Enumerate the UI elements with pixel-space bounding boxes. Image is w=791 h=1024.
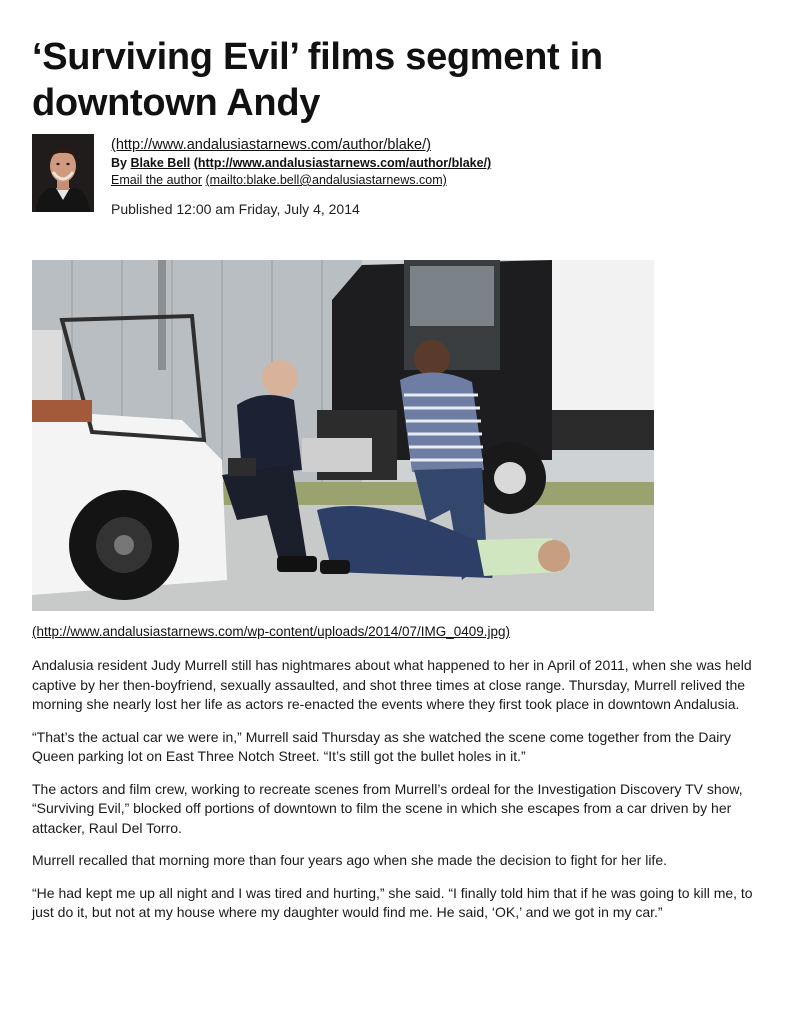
article-title: ‘Surviving Evil’ films segment in downtown Andy	[32, 36, 603, 124]
article-paragraph: Andalusia resident Judy Murrell still has nightmares about what happened to her in April of 2011, when she was held captive by her then-boyfriend, sexually assaulted, and shot three times at close range. Thursday, Murrell relived the morning she nearly lost her life as actors re-enacted the events where they first took place in downtown Andalusia.	[32, 657, 752, 712]
byline	[111, 155, 491, 172]
article-paragraph: “He had kept me up all night and I was tired and hurting,” she said. “I finally told him that if he was going to kill me, to just do it, but not at my house where my daughter would find me. He said, ‘OK,’ and we got in my car.”	[32, 884, 753, 920]
byline-author-url[interactable]: (http://www.andalusiastarnews.com/author/blake/)	[193, 156, 492, 170]
article-meta	[111, 136, 491, 189]
author-link[interactable]: (http://www.andalusiastarnews.com/author/blake/)	[111, 137, 431, 153]
author-avatar[interactable]	[32, 134, 94, 212]
email-author	[111, 172, 491, 189]
article-photo[interactable]	[32, 260, 654, 611]
byline-author-name[interactable]: Blake Bell	[130, 156, 191, 170]
email-author-link[interactable]: Email the author	[111, 173, 203, 187]
article-body	[32, 656, 760, 936]
published-date: Published 12:00 am Friday, July 4, 2014	[111, 201, 360, 217]
article-paragraph: “That’s the actual car we were in,” Murrell said Thursday as she watched the scene come together from the Dairy Queen parking lot on East Three Notch Street. “It’s still got the bullet holes in it.”	[32, 728, 732, 764]
photo-source-link[interactable]: (http://www.andalusiastarnews.com/wp-content/uploads/2014/07/IMG_0409.jpg)	[32, 624, 511, 639]
article-paragraph: Murrell recalled that morning more than four years ago when she made the decision to fight for her life.	[32, 852, 667, 868]
article-paragraph: The actors and film crew, working to recreate scenes from Murrell’s ordeal for the Investigation Discovery TV show, “Surviving Evil,” blocked off portions of downtown to film the scene in which she escapes from a car driven by her attacker, Raul Del Torro.	[32, 780, 743, 836]
byline-prefix: By	[111, 156, 127, 170]
email-author-url[interactable]: (mailto:blake.bell@andalusiastarnews.com)	[205, 173, 447, 187]
